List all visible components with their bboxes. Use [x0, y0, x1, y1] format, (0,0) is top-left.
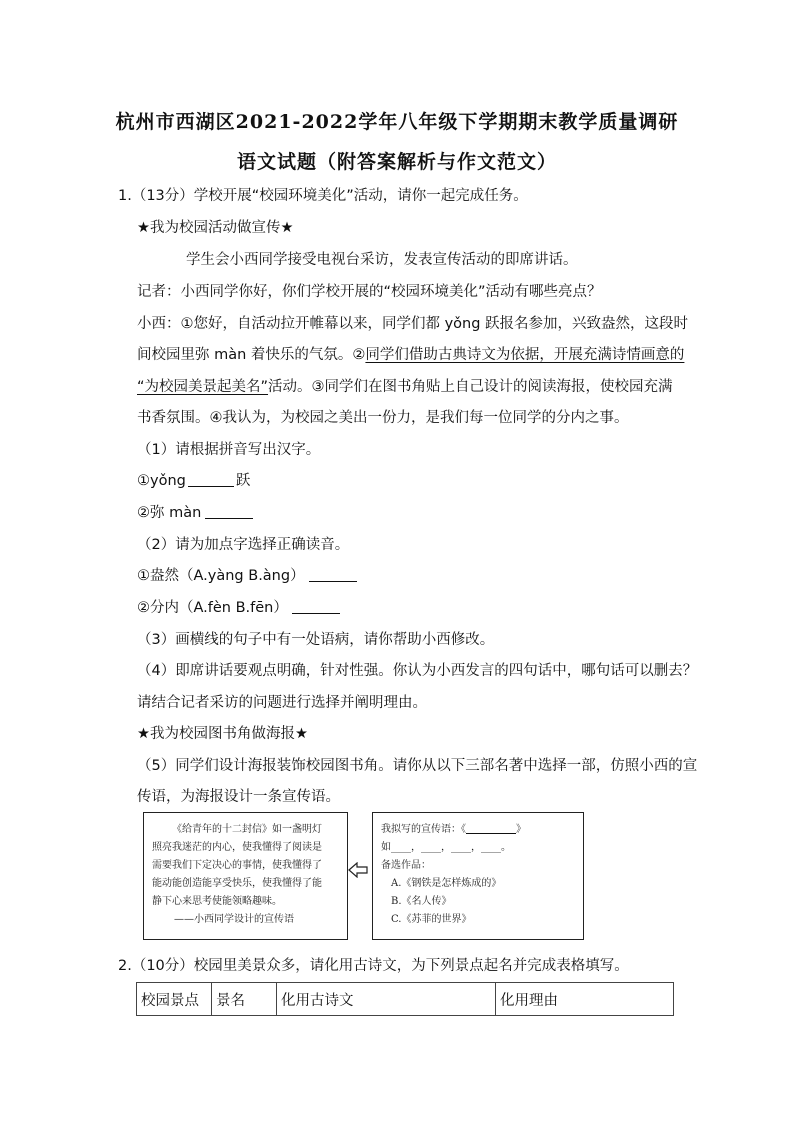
- answer-blank[interactable]: [188, 472, 234, 487]
- subquestion-4-cont: 请结合记者采访的问题进行选择并阐明理由。: [137, 695, 427, 711]
- char-yue: 跃: [235, 473, 251, 489]
- xiaoxi-speech-line2: [137, 345, 684, 365]
- subquestion-1: （1）请根据拼音写出汉字。: [137, 442, 321, 458]
- xiaoxi-speech-line4: 书香氛围。④我认为，为校园之美出一份力，是我们每一位同学的分内之事。: [137, 410, 629, 426]
- option-c: C.《苏菲的世界》: [391, 914, 472, 925]
- poster-line: 需要我们下定决心的事情，使我懂得了: [152, 860, 322, 871]
- underlined-sentence-part2: “为校园美景起美名”: [137, 379, 269, 395]
- subquestion-1-b: [137, 503, 253, 523]
- xiaoxi-speech-line3-text: 活动。③同学们在图书角贴上自己设计的阅读海报，使校园充满: [268, 379, 673, 395]
- answer-blank[interactable]: [309, 567, 357, 582]
- pinyin-man: ②弥 màn: [137, 505, 202, 521]
- xiaoxi-speech-line3: [137, 377, 673, 397]
- answer-blank[interactable]: [205, 504, 253, 519]
- poster-answer-box: [372, 812, 584, 940]
- poster-xiaoxi-example: [143, 812, 348, 940]
- underlined-sentence-part1: 同学们借助古典诗文为依据，开展充满诗情画意的: [365, 347, 685, 363]
- slogan-prompt-line: [381, 821, 526, 839]
- poster-line: 静下心来思考使能领略趣味。: [152, 896, 282, 907]
- option-angran: ①盎然（A.yàng B.àng）: [137, 568, 305, 584]
- header-scene-name: 景名: [212, 983, 277, 1016]
- poster-line: 照亮我迷茫的内心，使我懂得了阅读是: [152, 842, 322, 853]
- subquestion-5: （5）同学们设计海报装饰校园图书角。请你从以下三部名著中选择一部，仿照小西的宣: [137, 758, 698, 774]
- answer-blank[interactable]: [292, 599, 340, 614]
- q1-stem: 1.（13分）学校开展“校园环境美化”活动，请你一起完成任务。: [118, 188, 528, 204]
- option-a: A.《钢铁是怎样炼成的》: [391, 878, 502, 889]
- header-poem-reference: 化用古诗文: [277, 983, 496, 1016]
- option-fennei: ②分内（A.fèn B.fēn）: [137, 600, 288, 616]
- subquestion-1-a: [137, 471, 250, 491]
- scenery-table: [136, 982, 674, 1016]
- subquestion-5-cont: 传语，为海报设计一条宣传语。: [137, 789, 340, 805]
- option-b: B.《名人传》: [391, 896, 452, 907]
- xiaoxi-speech-line1: 小西：①您好，自活动拉开帷幕以来，同学们都 yǒng 跃报名参加，兴致盎然，这段时: [137, 316, 689, 332]
- slogan-prompt-end: 》: [516, 824, 526, 835]
- table-header-row: [137, 983, 674, 1016]
- poster-line: 能动能创造能享受快乐，使我懂得了能: [152, 878, 322, 889]
- slogan-blanks[interactable]: 如____，____，____，____。: [381, 842, 511, 853]
- q2-stem: 2.（10分）校园里美景众多，请化用古诗文，为下列景点起名并完成表格填写。: [118, 958, 629, 974]
- interview-intro: 学生会小西同学接受电视台采访，发表宣传活动的即席讲话。: [186, 252, 578, 268]
- poster-line: 《给青年的十二封信》如一盏明灯: [172, 824, 322, 835]
- poster-text: [152, 821, 322, 929]
- poster-signature: ——小西同学设计的宣传语: [174, 914, 294, 925]
- exam-title-line1: 杭州市西湖区2021-2022学年八年级下学期期末教学质量调研: [115, 111, 679, 133]
- options-label: 备选作品：: [381, 860, 431, 871]
- exam-title-line2: 语文试题（附答案解析与作文范文）: [236, 151, 557, 173]
- header-campus-spot: 校园景点: [137, 983, 212, 1016]
- xiaoxi-speech-line2-text: 间校园里弥 màn 着快乐的气氛。②: [137, 347, 366, 363]
- slogan-prompt: 我拟写的宣传语：《: [381, 824, 466, 835]
- section-heading-poster: ★我为校园图书角做海报★: [137, 726, 308, 742]
- poster-answer-content: [381, 821, 526, 929]
- header-reason: 化用理由: [496, 983, 674, 1016]
- subquestion-2-a: [137, 566, 357, 586]
- subquestion-4: （4）即席讲话要观点明确，针对性强。你认为小西发言的四句话中，哪句话可以删去？: [137, 663, 698, 679]
- subquestion-2-b: [137, 598, 340, 618]
- subquestion-2: （2）请为加点字选择正确读音。: [137, 537, 350, 553]
- slogan-title-blank[interactable]: [466, 823, 516, 834]
- subquestion-3: （3）画横线的句子中有一处语病，请你帮助小西修改。: [137, 632, 495, 648]
- pinyin-yong: ①yǒng: [137, 473, 186, 489]
- arrow-left-icon: [348, 862, 368, 878]
- reporter-question: 记者：小西同学你好，你们学校开展的“校园环境美化”活动有哪些亮点？: [137, 284, 602, 300]
- section-heading-publicity: ★我为校园活动做宣传★: [137, 220, 294, 236]
